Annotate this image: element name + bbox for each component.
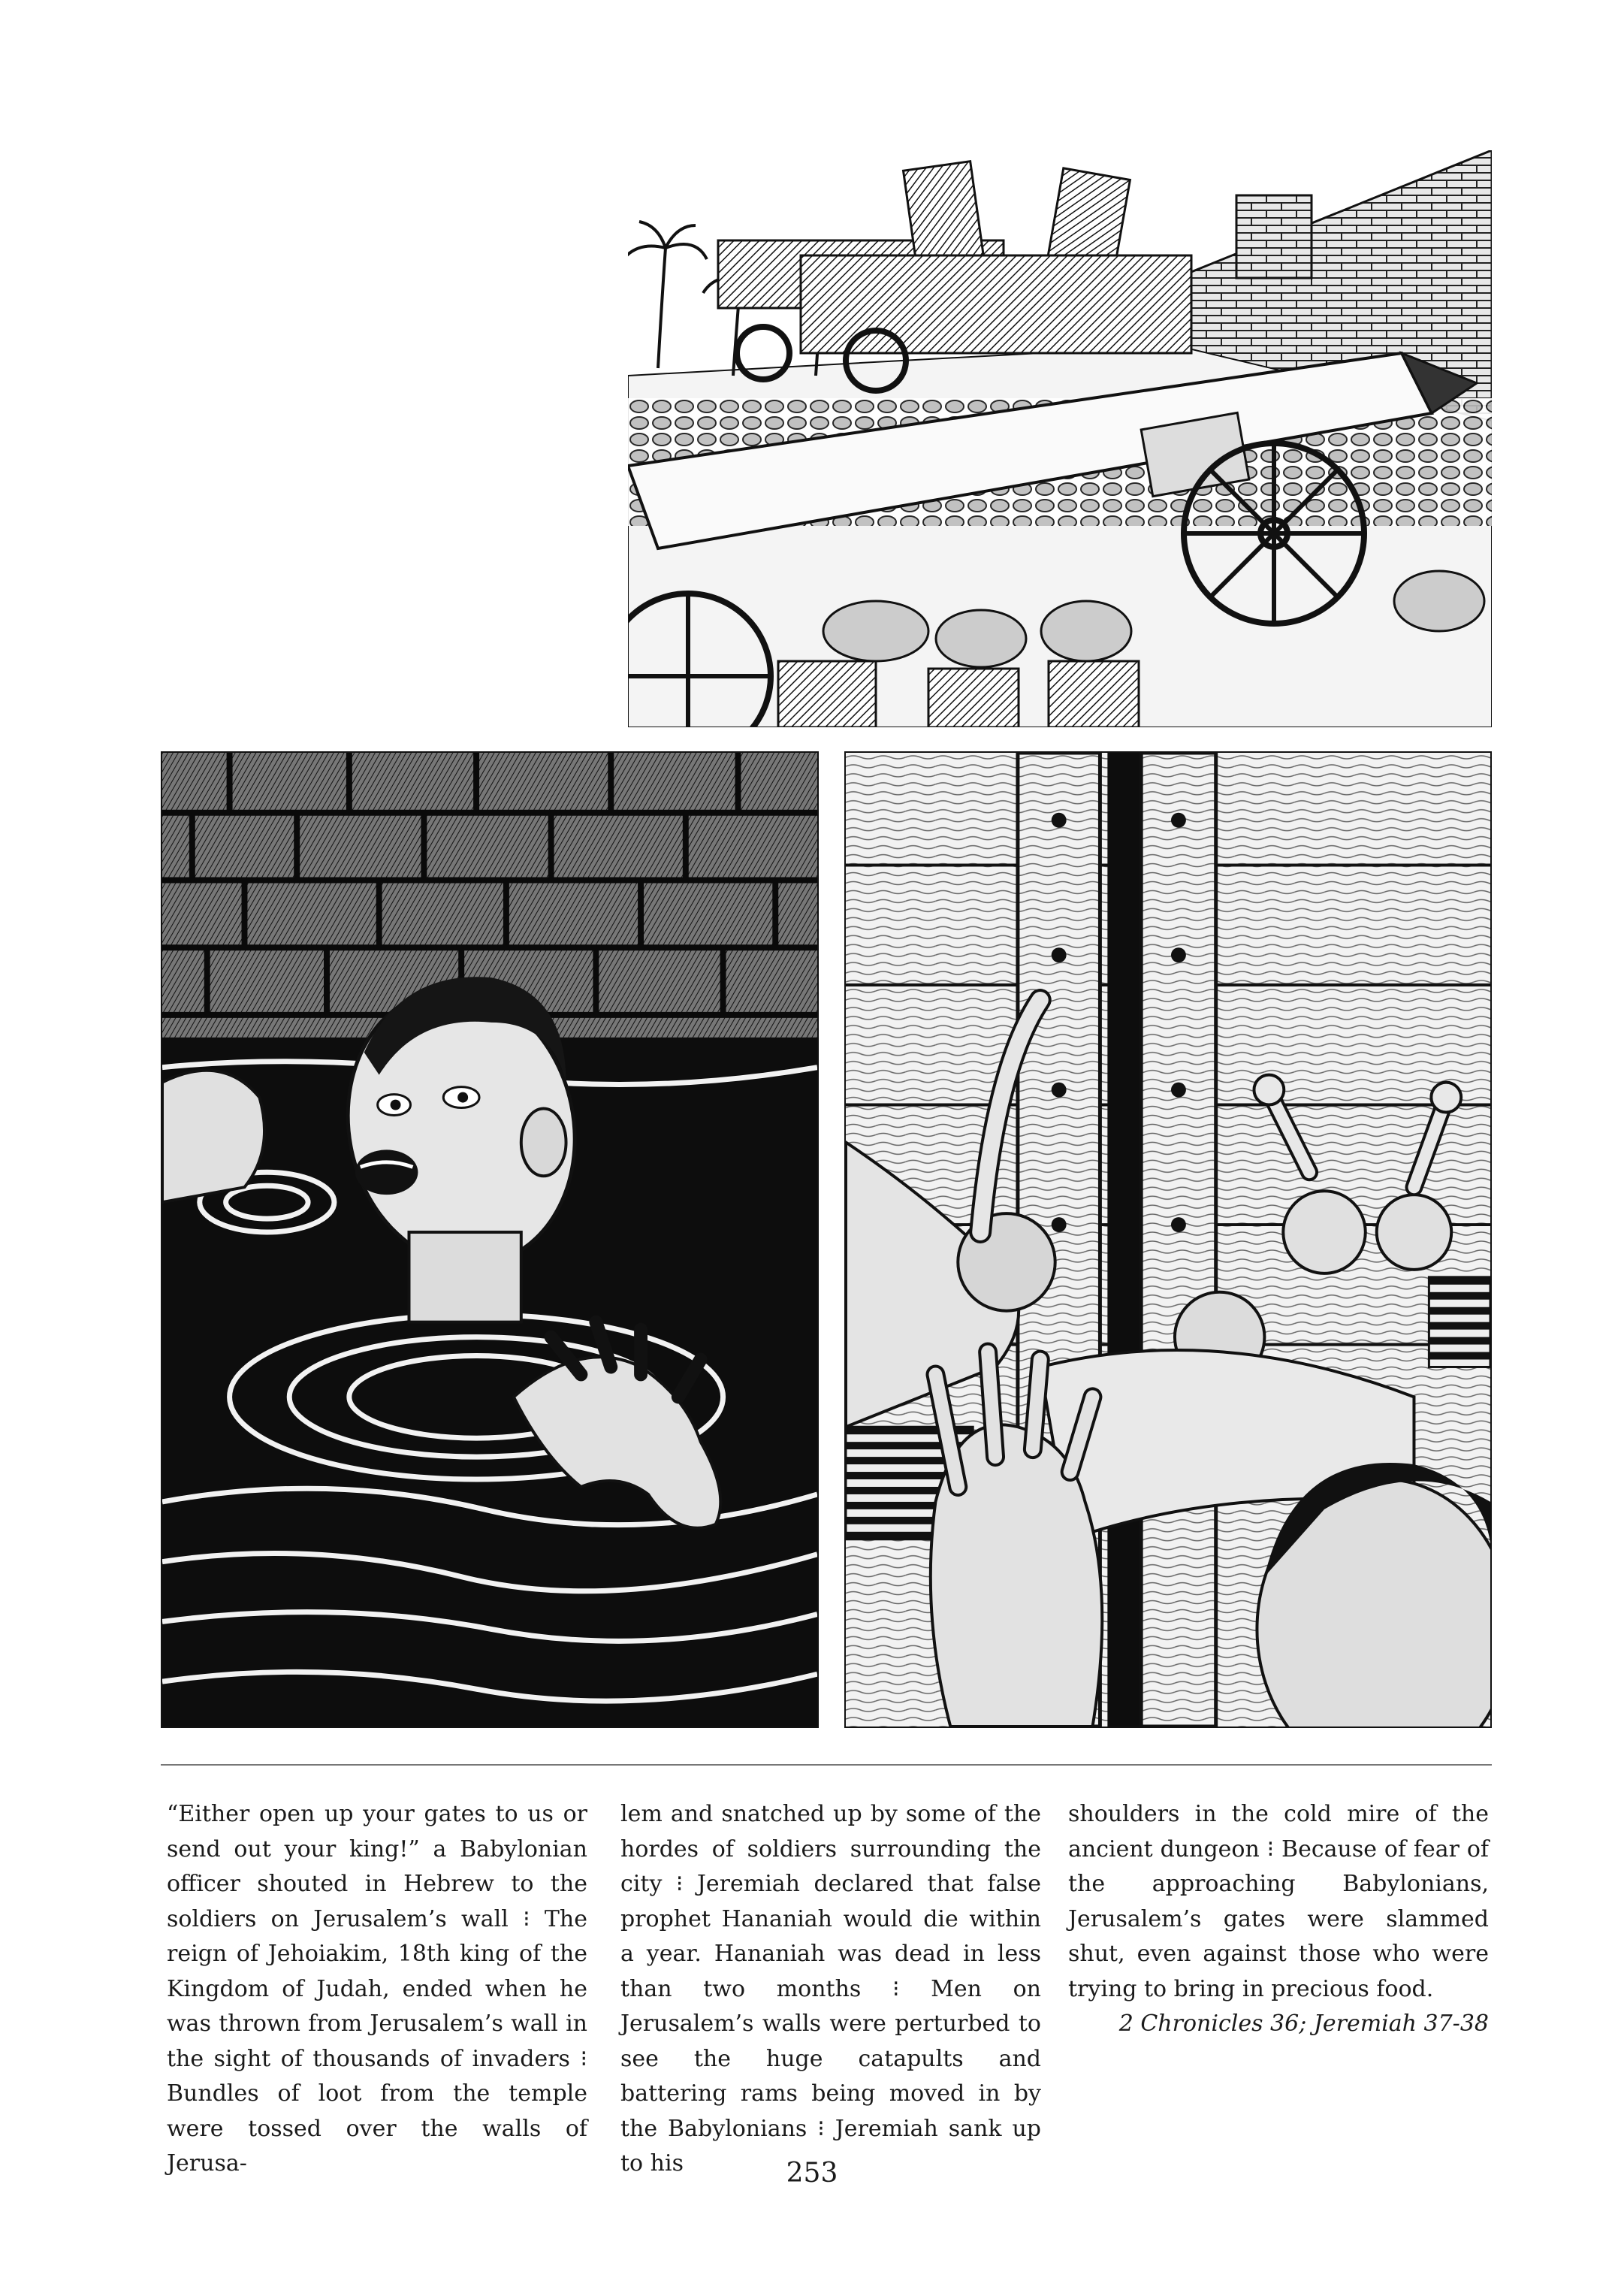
siege-engine-drawing	[628, 150, 1492, 727]
sinking-man-drawing	[162, 753, 817, 1727]
top-illustration	[628, 150, 1492, 727]
column-2-text: lem and snatched up by some of the hordes of soldiers surrounding the city ⁝ Jeremiah declared that false prophet Hananiah would die within a year. Hananiah was dead in less than two months ⁝ Men on Jerusalem’s walls were perturbed to see the huge catapults and battering rams being moved in by the Babylonians ⁝ Jeremiah sank up to his	[620, 1801, 1041, 2177]
text-column-3	[1068, 1797, 1489, 2042]
page-number: 253	[786, 2158, 838, 2189]
scripture-reference: 2 Chronicles 36; Jeremiah 37-38	[1118, 2011, 1489, 2037]
bottom-left-illustration	[161, 751, 819, 1728]
gate-crowd-drawing	[846, 753, 1490, 1727]
text-column-2	[620, 1797, 1041, 2182]
column-1-text: “Either open up your gates to us or send out your king!” a Babylonian officer shouted in Hebrew to the soldiers on Jerusalem’s wall ⁝ The reign of Jehoiakim, 18th king of the Kingdom of Judah, ended when he was thrown from Jerusalem’s wall in the sight of thousands of invaders ⁝ Bundles of loot from the temple were tossed over the walls of Jerusa-	[167, 1801, 587, 2177]
text-column-1	[167, 1797, 587, 2182]
column-3-text: shoulders in the cold mire of the ancient dungeon ⁝ Because of fear of the approaching Babylonians, Jerusalem’s gates were slammed shut, even against those who were trying to bring in precious food.	[1068, 1801, 1489, 2002]
text-divider	[161, 1764, 1492, 1766]
bottom-right-illustration	[844, 751, 1492, 1728]
